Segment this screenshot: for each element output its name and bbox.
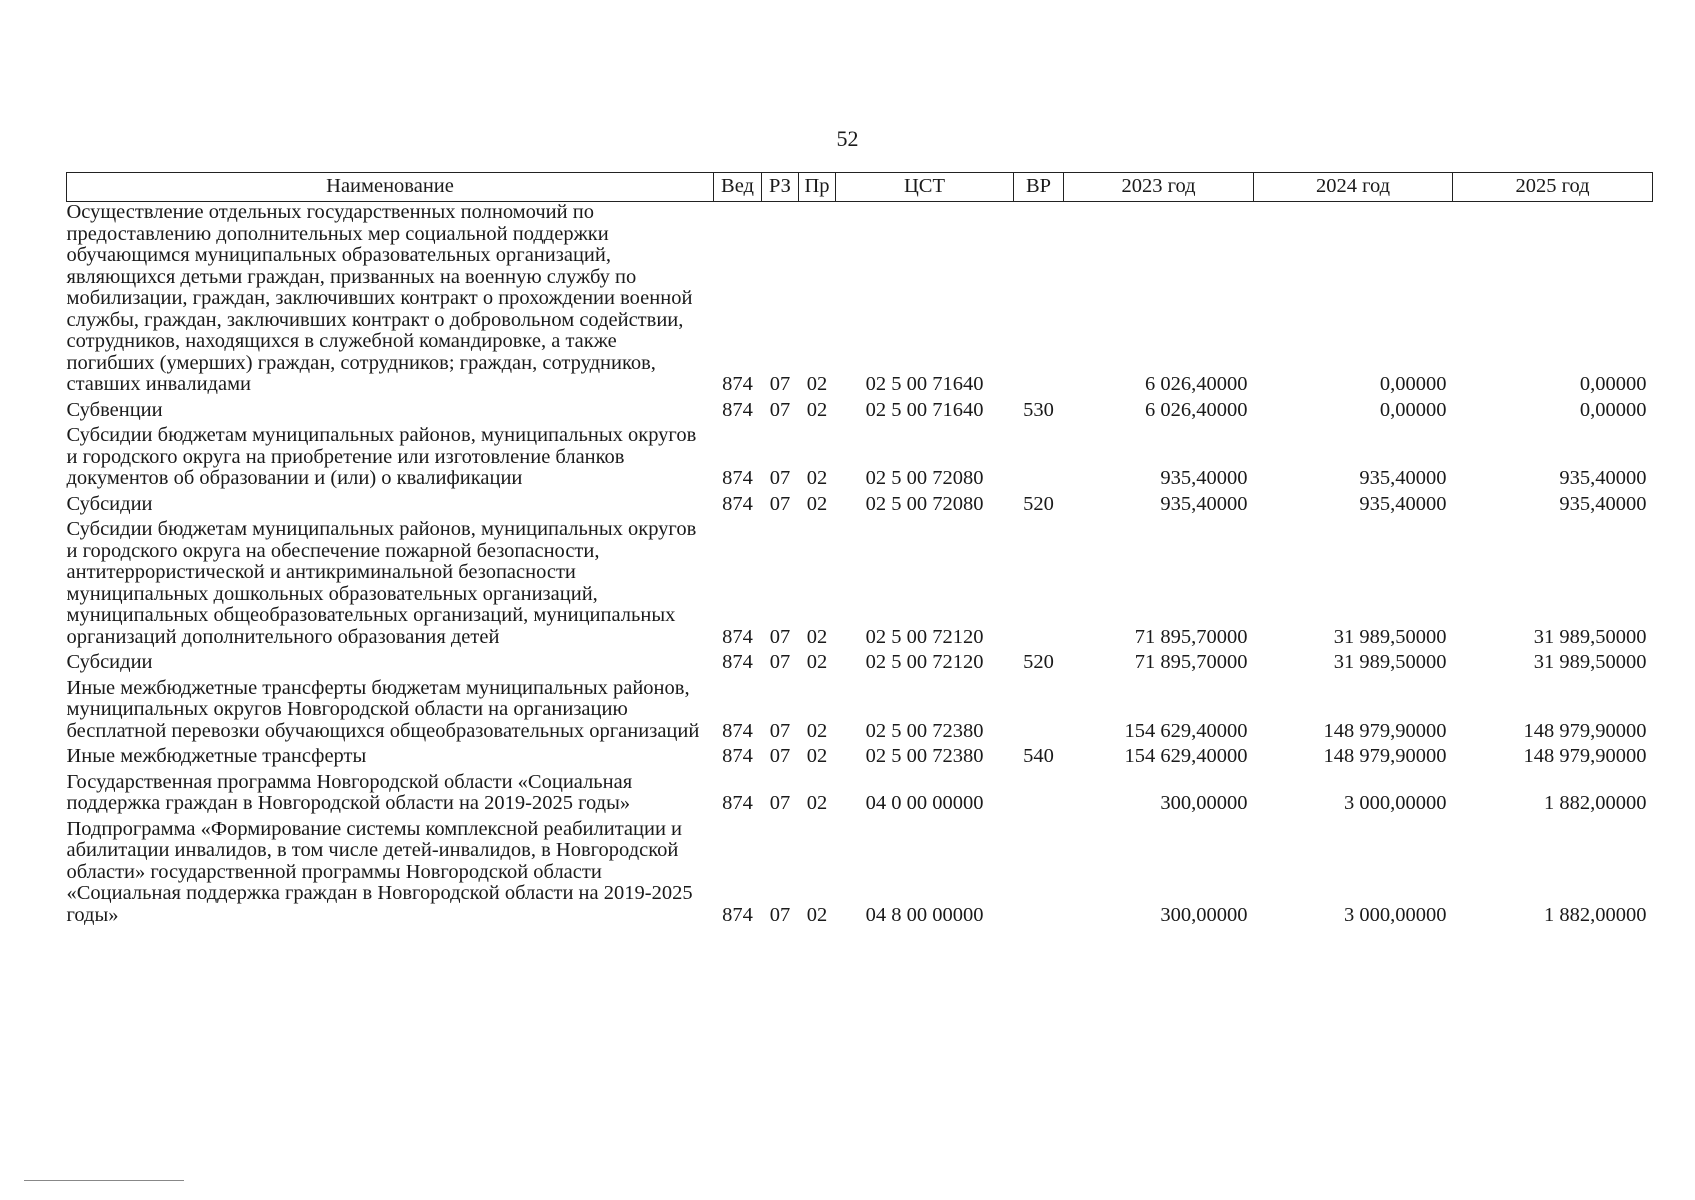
row-2023: 71 895,70000 bbox=[1134, 651, 1248, 673]
row-name: Субсидии бюджетам муниципальных районов, муниципальных округов и городского округа на приобретение или изготовление бланков документов об образовании и (или) о квалификации bbox=[66, 424, 697, 489]
row-pr: 02 bbox=[806, 492, 828, 515]
footer-divider bbox=[24, 1180, 184, 1181]
row-2024: 148 979,90000 bbox=[1323, 719, 1447, 742]
row-pr: 02 bbox=[806, 373, 828, 395]
row-2023: 6 026,40000 bbox=[1145, 373, 1248, 395]
row-name: Субсидии bbox=[66, 492, 153, 515]
row-ved: 874 bbox=[722, 398, 753, 421]
row-vr: 520 bbox=[1023, 492, 1054, 515]
table-row bbox=[67, 494, 1653, 520]
row-cst: 02 5 00 71640 bbox=[865, 373, 984, 395]
row-2024: 0,00000 bbox=[1379, 398, 1447, 421]
table-row bbox=[67, 746, 1653, 772]
header-pr: Пр bbox=[799, 173, 836, 202]
row-rz: 07 bbox=[769, 492, 791, 515]
row-ved: 874 bbox=[722, 467, 753, 489]
row-2025: 31 989,50000 bbox=[1533, 625, 1647, 648]
row-cst: 02 5 00 72080 bbox=[865, 492, 984, 515]
row-pr: 02 bbox=[806, 651, 828, 673]
row-pr: 02 bbox=[806, 398, 828, 421]
row-2024: 935,40000 bbox=[1359, 467, 1447, 489]
row-rz: 07 bbox=[769, 398, 791, 421]
row-ved: 874 bbox=[722, 745, 753, 767]
row-pr: 02 bbox=[806, 467, 828, 489]
row-pr: 02 bbox=[806, 903, 828, 926]
row-2025: 0,00000 bbox=[1579, 373, 1647, 395]
row-2023: 6 026,40000 bbox=[1145, 398, 1248, 421]
row-2023: 935,40000 bbox=[1160, 492, 1248, 515]
row-vr: 530 bbox=[1023, 398, 1054, 421]
row-vr bbox=[1014, 202, 1064, 400]
row-ved: 874 bbox=[722, 625, 753, 648]
table-body bbox=[67, 202, 1653, 931]
row-2025: 935,40000 bbox=[1559, 467, 1647, 489]
row-pr: 02 bbox=[806, 719, 828, 742]
row-rz: 07 bbox=[769, 625, 791, 648]
row-2024: 3 000,00000 bbox=[1344, 903, 1447, 926]
row-ved: 874 bbox=[722, 719, 753, 742]
row-cst: 04 8 00 00000 bbox=[865, 903, 984, 926]
page-number: 52 bbox=[836, 126, 859, 151]
row-cst: 02 5 00 72380 bbox=[865, 719, 984, 742]
row-vr: 540 bbox=[1023, 745, 1054, 767]
row-name: Подпрограмма «Формирование системы комплексной реабилитации и абилитации инвалидов, в том числе детей-инвалидов, в Новгородской области» государственной программы Новгородской области «Социальная поддержка граждан в Новгородской области на 2019-2025 годы» bbox=[66, 817, 693, 926]
header-vr: ВР bbox=[1014, 173, 1064, 202]
row-ved: 874 bbox=[722, 792, 753, 814]
row-2024: 3 000,00000 bbox=[1344, 792, 1447, 814]
row-2024: 935,40000 bbox=[1359, 492, 1447, 515]
row-cst: 02 5 00 72120 bbox=[865, 651, 984, 673]
row-rz: 07 bbox=[769, 719, 791, 742]
table-row bbox=[67, 400, 1653, 426]
table-header bbox=[67, 173, 1653, 202]
row-2023: 300,00000 bbox=[1160, 903, 1248, 926]
row-2024: 31 989,50000 bbox=[1333, 651, 1447, 673]
row-pr: 02 bbox=[806, 745, 828, 767]
table-row bbox=[67, 519, 1653, 652]
row-rz: 07 bbox=[769, 903, 791, 926]
table-row bbox=[67, 772, 1653, 819]
header-ved: Вед bbox=[714, 173, 762, 202]
row-ved: 874 bbox=[722, 373, 753, 395]
row-2023: 71 895,70000 bbox=[1134, 625, 1248, 648]
row-ved: 874 bbox=[722, 903, 753, 926]
row-2025: 148 979,90000 bbox=[1523, 719, 1647, 742]
header-2025: 2025 год bbox=[1453, 173, 1653, 202]
row-2024: 0,00000 bbox=[1379, 373, 1447, 395]
row-2023: 300,00000 bbox=[1160, 792, 1248, 814]
row-rz: 07 bbox=[769, 792, 791, 814]
row-cst: 04 0 00 00000 bbox=[865, 792, 984, 814]
row-vr: 520 bbox=[1023, 651, 1054, 673]
row-pr: 02 bbox=[806, 792, 828, 814]
row-name: Субсидии bbox=[66, 651, 153, 673]
row-name: Иные межбюджетные трансферты бюджетам муниципальных районов, муниципальных округов Новгородской области на организацию бесплатной перевозки обучающихся общеобразовательных организаций bbox=[66, 676, 700, 742]
budget-table bbox=[66, 172, 1653, 930]
header-2023: 2023 год bbox=[1064, 173, 1254, 202]
row-rz: 07 bbox=[769, 651, 791, 673]
row-ved: 874 bbox=[722, 492, 753, 515]
row-name: Субсидии бюджетам муниципальных районов, муниципальных округов и городского округа на обеспечение пожарной безопасности, антитеррористической и антикриминальной безопасности муниципальных дошкольных образовательных организаций, муниципальных общеобразовательных организаций, муниципальных организаций дополнительного образования детей bbox=[66, 518, 697, 648]
table-row bbox=[67, 819, 1653, 931]
row-name: Иные межбюджетные трансферты bbox=[66, 745, 367, 767]
row-2025: 31 989,50000 bbox=[1533, 651, 1647, 673]
row-cst: 02 5 00 71640 bbox=[865, 398, 984, 421]
header-cst: ЦСТ bbox=[836, 173, 1014, 202]
row-2025: 1 882,00000 bbox=[1544, 903, 1647, 926]
row-rz: 07 bbox=[769, 745, 791, 767]
header-2024: 2024 год bbox=[1254, 173, 1453, 202]
table-row bbox=[67, 202, 1653, 400]
row-ved: 874 bbox=[722, 651, 753, 673]
row-rz: 07 bbox=[769, 373, 791, 395]
row-2025: 1 882,00000 bbox=[1544, 792, 1647, 814]
row-pr: 02 bbox=[806, 625, 828, 648]
row-2025: 935,40000 bbox=[1559, 492, 1647, 515]
table-row bbox=[67, 652, 1653, 678]
row-cst: 02 5 00 72380 bbox=[865, 745, 984, 767]
row-2024: 148 979,90000 bbox=[1323, 745, 1447, 767]
row-cst: 02 5 00 72080 bbox=[865, 467, 984, 489]
table-row bbox=[67, 678, 1653, 747]
row-vr bbox=[1014, 425, 1064, 494]
row-name: Осуществление отдельных государственных полномочий по предоставлению дополнительных мер социальной поддержки обучающимся муниципальных образовательных организаций, являющихся детьми граждан, призванных на военную службу по мобилизации, граждан, заключивших контракт о прохождении военной службы, граждан, заключивших контракт о добровольном содействии, сотрудников, находящихся в служебной командировке, а также погибших (умерших) граждан, сотрудников; граждан, сотрудников, ставших инвалидами bbox=[66, 201, 693, 395]
row-name: Субвенции bbox=[66, 398, 163, 421]
row-vr bbox=[1014, 819, 1064, 931]
table-row bbox=[67, 425, 1653, 494]
row-name: Государственная программа Новгородской области «Социальная поддержка граждан в Новгородской области на 2019-2025 годы» bbox=[66, 770, 633, 814]
row-vr bbox=[1014, 519, 1064, 652]
row-2025: 148 979,90000 bbox=[1523, 745, 1647, 767]
row-vr bbox=[1014, 772, 1064, 819]
row-2024: 31 989,50000 bbox=[1333, 625, 1447, 648]
row-2023: 935,40000 bbox=[1160, 467, 1248, 489]
header-name: Наименование bbox=[67, 173, 714, 202]
row-2025: 0,00000 bbox=[1579, 398, 1647, 421]
row-2023: 154 629,40000 bbox=[1124, 745, 1248, 767]
row-2023: 154 629,40000 bbox=[1124, 719, 1248, 742]
row-cst: 02 5 00 72120 bbox=[865, 625, 984, 648]
row-rz: 07 bbox=[769, 467, 791, 489]
row-vr bbox=[1014, 678, 1064, 747]
header-rz: РЗ bbox=[762, 173, 799, 202]
